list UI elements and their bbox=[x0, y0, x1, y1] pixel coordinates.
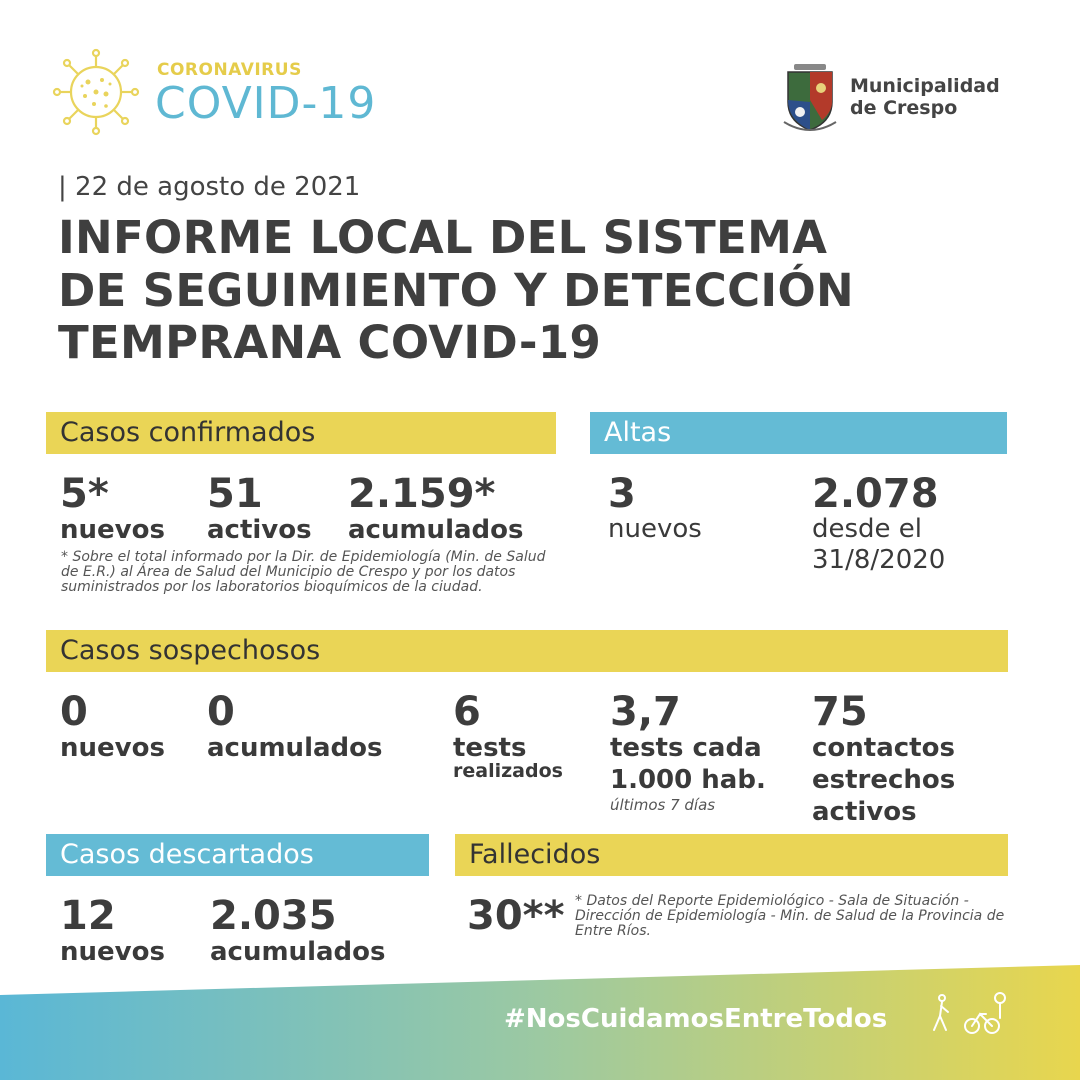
altas-total-label-2: 31/8/2020 bbox=[812, 545, 946, 575]
title-line-2: DE SEGUIMIENTO Y DETECCIÓN bbox=[58, 263, 854, 317]
descartados-heading: Casos descartados bbox=[46, 834, 429, 876]
confirmados-nuevos-value: 5* bbox=[60, 471, 109, 517]
crest-logo bbox=[782, 62, 838, 134]
descartados-acumulados-label: acumulados bbox=[210, 937, 386, 967]
confirmados-heading: Casos confirmados bbox=[46, 412, 556, 454]
confirmados-nuevos-label: nuevos bbox=[60, 515, 165, 545]
sospechosos-nuevos-label: nuevos bbox=[60, 733, 165, 763]
altas-nuevos-value: 3 bbox=[608, 471, 636, 517]
fallecidos-heading: Fallecidos bbox=[455, 834, 1008, 876]
confirmados-acumulados-value: 2.159* bbox=[348, 471, 496, 517]
confirmados-footnote: * Sobre el total informado por la Dir. de Epidemiología (Min. de Salud de E.R.) al Área de Salud del Municipio de Crespo y por los datos suministrados por los laboratorios bioquímicos de la ciudad. bbox=[61, 549, 546, 595]
municipality-name bbox=[850, 76, 1000, 120]
title-line-1: INFORME LOCAL DEL SISTEMA bbox=[58, 211, 828, 264]
municipality-line-2: de Crespo bbox=[850, 96, 958, 119]
contactos-label-3: activos bbox=[812, 797, 917, 827]
confirmados-activos-label: activos bbox=[207, 515, 312, 545]
contactos-label-1: contactos bbox=[812, 733, 955, 763]
fallecidos-footnote: * Datos del Reporte Epidemiológico - Sala de Situación - Dirección de Epidemiología - Min. de Salud de la Provincia de Entre Ríos. bbox=[575, 893, 1005, 939]
fallecidos-value: 30** bbox=[467, 893, 565, 939]
descartados-nuevos-label: nuevos bbox=[60, 937, 165, 967]
title-line-3: TEMPRANA COVID-19 bbox=[58, 316, 602, 370]
sospechosos-heading: Casos sospechosos bbox=[46, 630, 1008, 672]
campaign-hashtag: #NosCuidamosEntreTodos bbox=[504, 1004, 888, 1034]
walk-bike-icon bbox=[930, 990, 1010, 1040]
sospechosos-acumulados-label: acumulados bbox=[207, 733, 383, 763]
tests-rate-value: 3,7 bbox=[610, 689, 681, 735]
tests-label-2: realizados bbox=[453, 760, 563, 782]
report-date: | 22 de agosto de 2021 bbox=[58, 172, 361, 202]
confirmados-activos-value: 51 bbox=[207, 471, 263, 517]
tests-label-1: tests bbox=[453, 733, 527, 763]
descartados-nuevos-value: 12 bbox=[60, 893, 116, 939]
sospechosos-acumulados-value: 0 bbox=[207, 689, 235, 735]
report-title bbox=[58, 212, 854, 370]
brand-title: COVID-19 bbox=[155, 78, 377, 129]
coronavirus-icon bbox=[52, 48, 140, 136]
brand-small: CORONAVIRUS bbox=[157, 60, 302, 80]
contactos-value: 75 bbox=[812, 689, 868, 735]
contactos-label-2: estrechos bbox=[812, 765, 956, 795]
tests-rate-label-2: 1.000 hab. bbox=[610, 765, 766, 795]
altas-nuevos-label: nuevos bbox=[608, 514, 702, 544]
tests-rate-label-1: tests cada bbox=[610, 733, 762, 763]
descartados-acumulados-value: 2.035 bbox=[210, 893, 337, 939]
tests-rate-note: últimos 7 días bbox=[610, 796, 716, 814]
altas-total-label-1: desde el bbox=[812, 514, 923, 544]
altas-heading: Altas bbox=[590, 412, 1007, 454]
tests-value: 6 bbox=[453, 689, 481, 735]
sospechosos-nuevos-value: 0 bbox=[60, 689, 88, 735]
altas-total-value: 2.078 bbox=[812, 471, 939, 517]
municipality-line-1: Municipalidad bbox=[850, 75, 1000, 97]
confirmados-acumulados-label: acumulados bbox=[348, 515, 524, 545]
